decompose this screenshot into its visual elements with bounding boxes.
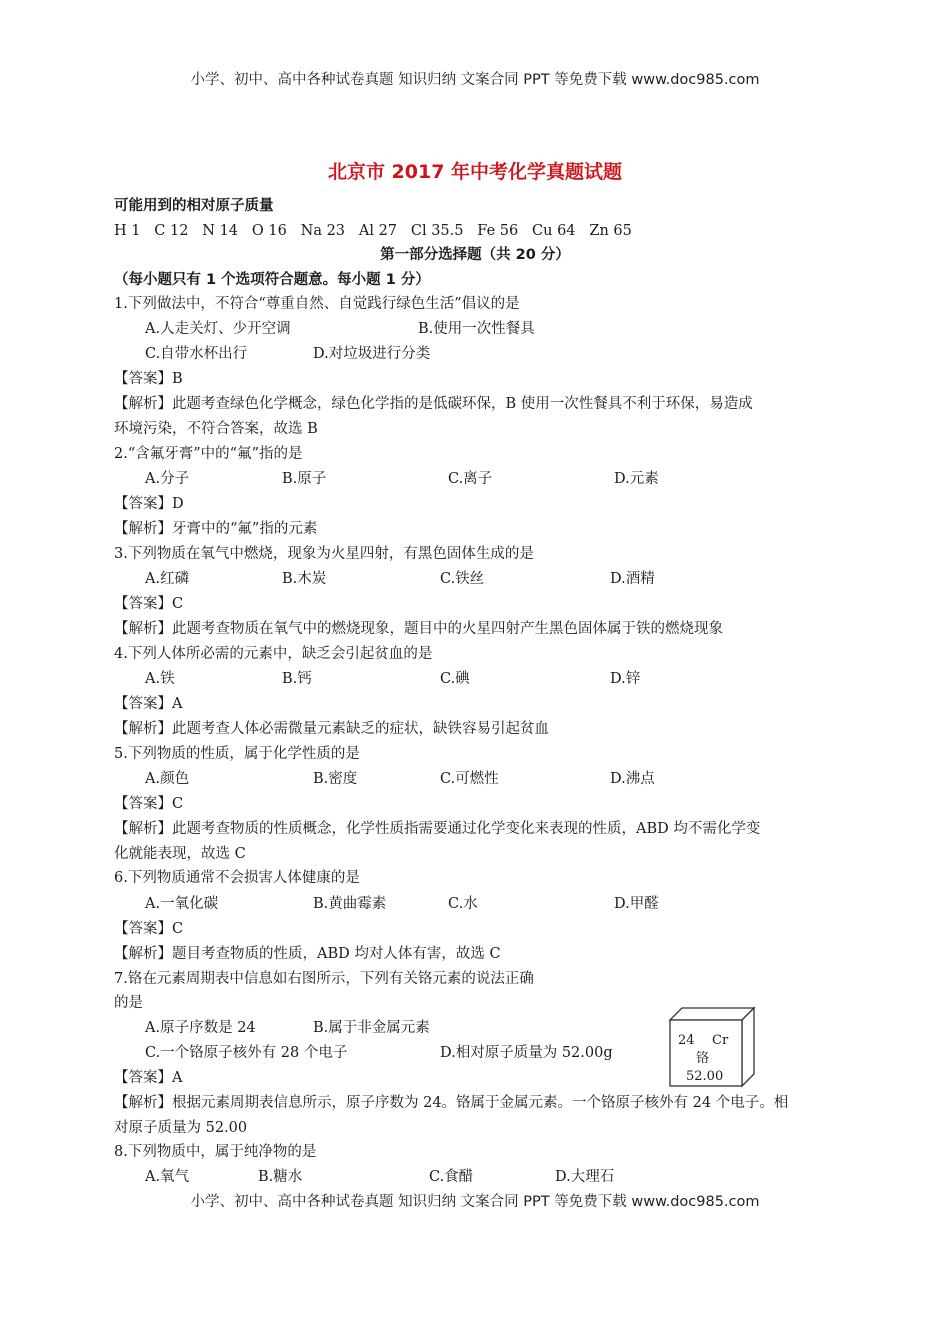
q6-option-a: A.一氧化碳	[145, 896, 219, 912]
q7-option-b: B.属于非金属元素	[313, 1020, 430, 1036]
q2-option-c: C.离子	[448, 471, 493, 487]
q3-option-c: C.铁丝	[440, 571, 485, 587]
q2-option-a: A.分子	[145, 471, 190, 487]
q1-option-c: C.自带水杯出行	[145, 346, 248, 362]
part-heading: 第一部分选择题（共 20 分）	[380, 247, 570, 263]
atomic-mass-heading: 可能用到的相对原子质量	[114, 198, 274, 214]
q3-analysis: 【解析】此题考查物质在氧气中的燃烧现象，题目中的火星四射产生黑色固体属于铁的燃烧现象	[114, 621, 723, 637]
q3-option-b: B.木炭	[282, 571, 327, 587]
q5-analysis-line2: 化就能表现，故选 C	[114, 846, 246, 862]
page-header: 小学、初中、高中各种试卷真题 知识归纳 文案合同 PPT 等免费下载 www.doc985.com	[190, 72, 760, 88]
q4-analysis: 【解析】此题考查人体必需微量元素缺乏的症状，缺铁容易引起贫血	[114, 721, 549, 737]
q6-answer: 【答案】C	[114, 921, 184, 937]
q4-option-b: B.钙	[282, 671, 312, 687]
q5-option-d: D.沸点	[610, 771, 655, 787]
q1-option-a: A.人走关灯、少开空调	[145, 321, 291, 337]
question-7-stem-line2: 的是	[114, 995, 143, 1011]
q7-option-c: C.一个铬原子核外有 28 个电子	[145, 1045, 348, 1061]
page-title: 北京市 2017 年中考化学真题试题	[327, 161, 623, 183]
q1-option-d: D.对垃圾进行分类	[313, 346, 431, 362]
q4-option-a: A.铁	[145, 671, 175, 687]
q1-analysis-line1: 【解析】此题考查绿色化学概念，绿色化学指的是低碳环保，B 使用一次性餐具不利于环保，易造成	[114, 396, 753, 412]
question-2-stem: 2.“含氟牙膏”中的“氟”指的是	[114, 446, 303, 462]
q8-option-c: C.食醋	[429, 1169, 474, 1185]
q7-answer: 【答案】A	[114, 1070, 183, 1086]
q4-option-c: C.碘	[440, 671, 470, 687]
q8-option-d: D.大理石	[555, 1169, 615, 1185]
atomic-mass-list: H 1 C 12 N 14 O 16 Na 23 Al 27 Cl 35.5 Fe 56 Cu 64 Zn 65	[114, 223, 632, 239]
q8-option-b: B.糖水	[258, 1169, 303, 1185]
q6-analysis: 【解析】题目考查物质的性质，ABD 均对人体有害，故选 C	[114, 946, 501, 962]
tile-symbol: Cr	[712, 1033, 729, 1048]
q3-option-a: A.红磷	[145, 571, 190, 587]
q7-analysis-line2: 对原子质量为 52.00	[114, 1120, 248, 1136]
question-4-stem: 4.下列人体所必需的元素中，缺乏会引起贫血的是	[114, 646, 433, 662]
part-instructions: （每小题只有 1 个选项符合题意。每小题 1 分）	[114, 272, 430, 288]
q3-answer: 【答案】C	[114, 596, 184, 612]
q5-option-b: B.密度	[313, 771, 358, 787]
q2-option-d: D.元素	[614, 471, 659, 487]
question-3-stem: 3.下列物质在氧气中燃烧，现象为火星四射，有黑色固体生成的是	[114, 546, 534, 562]
q1-analysis-line2: 环境污染，不符合答案，故选 B	[114, 421, 318, 437]
q3-option-d: D.酒精	[610, 571, 655, 587]
question-8-stem: 8.下列物质中，属于纯净物的是	[114, 1144, 317, 1160]
tile-atomic-mass: 52.00	[686, 1069, 724, 1084]
q1-answer: 【答案】B	[114, 371, 183, 387]
q6-option-b: B.黄曲霉素	[313, 896, 387, 912]
tile-atomic-number: 24	[678, 1033, 695, 1048]
q4-option-d: D.锌	[610, 671, 641, 687]
q8-option-a: A.氧气	[145, 1169, 190, 1185]
q2-analysis: 【解析】牙膏中的“氟”指的元素	[114, 521, 318, 537]
q2-option-b: B.原子	[282, 471, 327, 487]
chromium-element-tile	[668, 1006, 756, 1088]
q6-option-d: D.甲醛	[614, 896, 659, 912]
q5-option-c: C.可燃性	[440, 771, 499, 787]
q1-option-b: B.使用一次性餐具	[418, 321, 535, 337]
question-5-stem: 5.下列物质的性质，属于化学性质的是	[114, 746, 360, 762]
q7-option-a: A.原子序数是 24	[145, 1020, 256, 1036]
tile-element-name: 铬	[696, 1051, 710, 1066]
question-6-stem: 6.下列物质通常不会损害人体健康的是	[114, 870, 360, 886]
page-footer: 小学、初中、高中各种试卷真题 知识归纳 文案合同 PPT 等免费下载 www.doc985.com	[190, 1194, 760, 1210]
q7-option-d: D.相对原子质量为 52.00g	[440, 1045, 613, 1061]
question-1-stem: 1.下列做法中，不符合“尊重自然、自觉践行绿色生活”倡议的是	[114, 296, 520, 312]
q6-option-c: C.水	[448, 896, 478, 912]
q4-answer: 【答案】A	[114, 696, 183, 712]
question-7-stem-line1: 7.铬在元素周期表中信息如右图所示，下列有关铬元素的说法正确	[114, 971, 534, 987]
q5-analysis-line1: 【解析】此题考查物质的性质概念，化学性质指需要通过化学变化来表现的性质，ABD 均不需化学变	[114, 821, 761, 837]
q2-answer: 【答案】D	[114, 496, 184, 512]
q5-answer: 【答案】C	[114, 796, 184, 812]
q7-analysis-line1: 【解析】根据元素周期表信息所示，原子序数为 24。铬属于金属元素。一个铬原子核外有 24 个电子。相	[114, 1095, 789, 1111]
q5-option-a: A.颜色	[145, 771, 190, 787]
